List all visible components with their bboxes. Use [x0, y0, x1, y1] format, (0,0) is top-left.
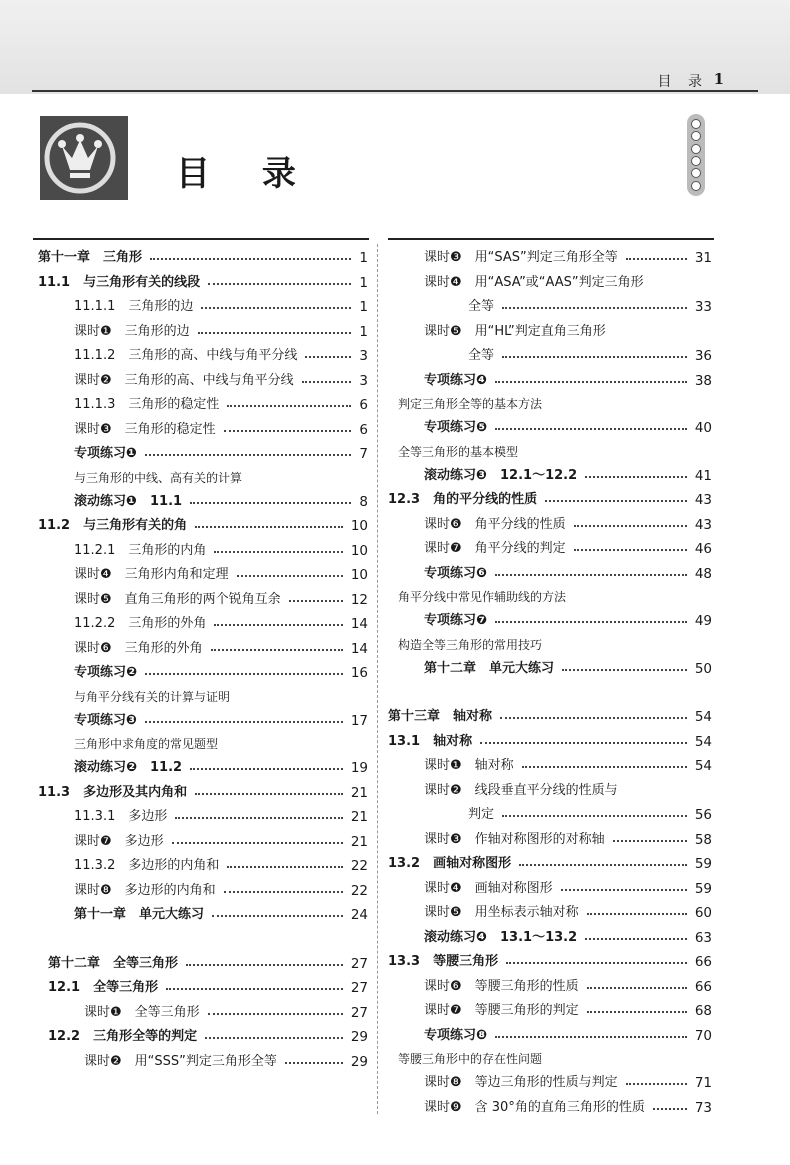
dot-leader [495, 621, 687, 623]
toc-entry [38, 661, 368, 686]
toc-entry-text: 第十一章 三角形 [38, 250, 143, 265]
toc-entry [38, 490, 368, 515]
dot-leader [305, 356, 351, 358]
toc-entry [388, 1096, 712, 1121]
toc-entry-text: 课时❹ 画轴对称图形 [424, 880, 553, 896]
dot-leader [506, 962, 687, 964]
toc-entry-text: 课时❸ 三角形的稳定性 [74, 421, 216, 437]
toc-entry-text: 13.3 等腰三角形 [388, 954, 499, 969]
dot-leader [198, 332, 352, 334]
toc-entry-text: 课时❷ 三角形的高、中线与角平分线 [74, 372, 294, 388]
toc-entry-text: 12.2 三角形全等的判定 [48, 1029, 198, 1044]
toc-page-number: 73 [694, 1099, 712, 1116]
dot-leader [574, 525, 687, 527]
toc-entry-text: 课时❷ 用“SSS”判定三角形全等 [84, 1053, 277, 1069]
dot-leader [585, 938, 687, 940]
toc-entry [38, 271, 368, 296]
toc-page-number: 1 [359, 274, 368, 291]
toc-entry [38, 805, 368, 830]
toc-page-number: 58 [694, 831, 712, 848]
dot-leader [502, 815, 687, 817]
toc-entry-text: 11.3.2 多边形的内角和 [74, 858, 220, 873]
dot-leader [545, 500, 687, 502]
dot-leader [653, 1108, 687, 1110]
dot-leader [172, 842, 343, 844]
toc-entry-text: 13.1 轴对称 [388, 733, 473, 749]
dot-leader [495, 381, 687, 383]
toc-entry-text: 与三角形的中线、高有关的计算 [74, 470, 243, 485]
toc-page-number: 29 [350, 1053, 368, 1070]
toc-left-column [38, 246, 368, 1074]
toc-entry-text: 专项练习❷ [74, 665, 138, 680]
toc-entry-text: 课时❶ 全等三角形 [84, 1004, 200, 1020]
toc-entry-text: 专项练习❼ [424, 613, 488, 628]
toc-entry-text: 滚动练习❷ 11.2 [74, 760, 183, 775]
toc-page-number: 3 [359, 372, 368, 389]
dot-leader [205, 1037, 343, 1039]
side-dot [691, 181, 701, 191]
toc-entry [388, 975, 712, 1000]
toc-page-number: 40 [694, 420, 712, 436]
dot-leader [208, 283, 351, 285]
toc-page-number: 19 [350, 760, 368, 776]
toc-entry-text: 课时❸ 作轴对称图形的对称轴 [424, 831, 605, 847]
toc-entry [388, 950, 712, 975]
toc-entry-text: 课时❸ 用“SAS”判定三角形全等 [424, 250, 618, 265]
toc-entry [388, 513, 712, 538]
toc-page-number: 59 [694, 856, 712, 872]
dot-leader [195, 526, 343, 528]
dot-leader [190, 502, 351, 504]
dot-leader [561, 889, 687, 891]
side-dot [691, 131, 701, 141]
toc-entry-text: 11.1.2 三角形的高、中线与角平分线 [74, 348, 298, 363]
toc-entry-text: 等腰三角形中的存在性问题 [398, 1052, 543, 1066]
toc-entry-text: 11.3 多边形及其内角和 [38, 784, 188, 800]
toc-entry-text: 课时❽ 多边形的内角和 [74, 882, 216, 898]
toc-page-number: 29 [350, 1029, 368, 1045]
dot-leader [587, 913, 687, 915]
dot-leader [150, 258, 351, 260]
toc-page-number: 66 [694, 954, 712, 970]
dot-leader [211, 649, 343, 651]
side-dot [691, 156, 701, 166]
side-dot [691, 119, 701, 129]
toc-entry [38, 781, 368, 806]
toc-entry-text: 角平分线中常见作辅助线的方法 [398, 590, 567, 604]
toc-page-number: 16 [350, 665, 368, 681]
toc-page-number: 50 [694, 660, 712, 677]
toc-entry [38, 563, 368, 588]
dot-leader [626, 258, 687, 260]
toc-page-number: 22 [350, 882, 368, 899]
toc-entry [38, 246, 368, 271]
toc-page-number: 14 [350, 616, 368, 632]
toc-entry [388, 999, 712, 1024]
toc-entry-text: 判定 [468, 807, 495, 822]
toc-entry-text: 12.1 全等三角形 [48, 980, 159, 995]
toc-entry-text: 11.1 与三角形有关的线段 [38, 274, 201, 290]
toc-entry-text: 13.2 画轴对称图形 [388, 856, 512, 871]
toc-subtitle [38, 467, 368, 490]
toc-page-number: 31 [694, 250, 712, 266]
toc-page-number: 54 [694, 709, 712, 725]
dot-leader [613, 840, 687, 842]
toc-entry [38, 756, 368, 781]
toc-entry [388, 295, 712, 320]
toc-entry [388, 852, 712, 877]
toc-entry-text: 第十三章 轴对称 [388, 709, 493, 724]
toc-page-number: 3 [359, 348, 368, 364]
toc-page-number: 70 [694, 1027, 712, 1044]
toc-entry [388, 828, 712, 853]
dot-leader [302, 381, 352, 383]
toc-page-number: 1 [359, 299, 368, 315]
dot-leader [626, 1083, 687, 1085]
toc-entry-text: 课时❼ 多边形 [74, 833, 164, 849]
header-rule [32, 90, 758, 92]
toc-page-number: 21 [350, 784, 368, 801]
toc-entry [388, 901, 712, 926]
toc-entry-text: 三角形中求角度的常见题型 [74, 737, 219, 751]
toc-entry [388, 271, 712, 296]
toc-page-number: 27 [350, 1004, 368, 1021]
toc-entry [38, 369, 368, 394]
toc-entry-text: 判定三角形全等的基本方法 [398, 397, 543, 411]
toc-entry-text: 11.2 与三角形有关的角 [38, 518, 188, 533]
toc-page-number: 43 [694, 516, 712, 533]
toc-entry-text: 课时❺ 直角三角形的两个锐角互余 [74, 591, 281, 607]
toc-page-number: 49 [694, 613, 712, 629]
toc-page-number: 17 [350, 712, 368, 729]
toc-entry [38, 952, 368, 977]
toc-entry [388, 320, 712, 345]
toc-entry [388, 464, 712, 489]
dot-leader [212, 915, 343, 917]
toc-entry-text: 课时❺ 用“HL”判定直角三角形 [424, 323, 606, 339]
dot-leader [495, 574, 687, 576]
toc-entry-text: 课时❻ 等腰三角形的性质 [424, 978, 579, 994]
toc-entry [38, 1025, 368, 1050]
toc-entry-text: 12.3 角的平分线的性质 [388, 492, 538, 507]
toc-entry-text: 课时❾ 含 30°角的直角三角形的性质 [424, 1099, 645, 1115]
toc-entry [38, 1050, 368, 1075]
dot-leader [587, 987, 687, 989]
toc-entry-text: 课时❽ 等边三角形的性质与判定 [424, 1075, 618, 1090]
toc-page-number: 60 [694, 905, 712, 921]
dot-leader [145, 673, 343, 675]
toc-entry-text: 课时❼ 角平分线的判定 [424, 541, 566, 556]
toc-entry-text: 滚动练习❶ 11.1 [74, 493, 183, 509]
toc-entry [38, 539, 368, 564]
toc-page-number: 36 [694, 348, 712, 364]
toc-entry-text: 课时❻ 角平分线的性质 [424, 516, 566, 532]
toc-entry [388, 416, 712, 441]
toc-entry [38, 344, 368, 369]
toc-entry [388, 877, 712, 902]
toc-entry-text: 课时❻ 三角形的外角 [74, 640, 203, 656]
toc-page-number: 66 [694, 978, 712, 995]
toc-page-number: 59 [694, 880, 712, 897]
toc-page-number: 24 [350, 907, 368, 923]
toc-entry [388, 344, 712, 369]
toc-page-number: 68 [694, 1003, 712, 1019]
toc-entry-text: 课时❹ 用“ASA”或“AAS”判定三角形 [424, 274, 644, 290]
side-tab-strip [687, 114, 705, 196]
toc-entry-text: 全等 [468, 348, 495, 363]
toc-entry [38, 976, 368, 1001]
toc-entry [38, 588, 368, 613]
toc-subtitle [388, 586, 712, 609]
toc-entry-text: 专项练习❽ [424, 1027, 488, 1043]
dot-leader [190, 768, 343, 770]
crown-logo-icon [40, 116, 128, 200]
toc-entry [388, 369, 712, 394]
toc-entry-text: 课时❼ 等腰三角形的判定 [424, 1003, 579, 1018]
dot-leader [574, 549, 687, 551]
toc-page-number: 21 [350, 809, 368, 825]
toc-subtitle [388, 1048, 712, 1071]
toc-entry-text: 全等三角形的基本模型 [398, 444, 519, 459]
toc-page-number: 6 [359, 421, 368, 438]
toc-page-number: 41 [694, 467, 712, 484]
toc-page-number: 27 [350, 980, 368, 996]
toc-entry-text: 构造全等三角形的常用技巧 [398, 637, 543, 652]
dot-leader [495, 1036, 687, 1038]
page-title: 目 录 [176, 154, 316, 194]
toc-entry-text: 课时❹ 三角形内角和定理 [74, 567, 229, 582]
left-column-rule [33, 238, 369, 240]
toc-entry [38, 879, 368, 904]
toc-entry [38, 854, 368, 879]
right-column-rule [388, 238, 714, 240]
dot-leader [285, 1062, 343, 1064]
toc-page-number: 46 [694, 541, 712, 557]
toc-page-number: 38 [694, 372, 712, 389]
dot-leader [175, 817, 342, 819]
dot-leader [186, 964, 343, 966]
toc-entry [38, 637, 368, 662]
toc-entry-text: 第十二章 单元大练习 [424, 660, 555, 676]
toc-entry [38, 320, 368, 345]
toc-page-number: 21 [350, 833, 368, 850]
toc-gap [38, 928, 368, 952]
toc-page-number: 10 [350, 518, 368, 534]
dot-leader [227, 405, 351, 407]
toc-right-column [388, 246, 712, 1120]
toc-page-number: 43 [694, 492, 712, 508]
toc-entry [388, 779, 712, 804]
toc-entry-text: 11.2.1 三角形的内角 [74, 542, 207, 558]
dot-leader [201, 307, 351, 309]
toc-entry [38, 418, 368, 443]
dot-leader [166, 988, 343, 990]
toc-entry-text: 专项练习❻ [424, 565, 488, 581]
toc-page-number: 10 [350, 542, 368, 559]
toc-entry-text: 11.3.1 多边形 [74, 809, 168, 824]
dot-leader [495, 428, 687, 430]
toc-page-number: 54 [694, 733, 712, 750]
toc-entry-text: 滚动练习❹ 13.1～13.2 [424, 929, 578, 945]
toc-entry-text: 全等 [468, 299, 495, 314]
toc-page-number: 27 [350, 955, 368, 972]
toc-entry [388, 537, 712, 562]
toc-subtitle [38, 686, 368, 709]
toc-entry [388, 1024, 712, 1049]
toc-entry [388, 1071, 712, 1096]
dot-leader [208, 1013, 343, 1015]
toc-entry [388, 730, 712, 755]
dot-leader [237, 575, 343, 577]
toc-page-number: 48 [694, 565, 712, 582]
toc-subtitle [388, 393, 712, 416]
toc-entry [388, 609, 712, 634]
toc-entry-text: 与角平分线有关的计算与证明 [74, 689, 231, 704]
toc-page-number: 10 [350, 567, 368, 583]
toc-entry-text: 课时❶ 轴对称 [424, 758, 514, 773]
toc-entry [38, 709, 368, 734]
toc-entry [388, 926, 712, 951]
running-header: 目 录 [657, 74, 708, 90]
dot-leader [289, 600, 343, 602]
dot-leader [502, 356, 687, 358]
toc-page-number: 22 [350, 858, 368, 874]
toc-page-number: 14 [350, 640, 368, 657]
toc-entry [38, 442, 368, 467]
dot-leader [214, 624, 342, 626]
toc-page-number: 7 [359, 446, 368, 462]
toc-entry [388, 488, 712, 513]
toc-entry-text: 第十一章 单元大练习 [74, 907, 205, 922]
dot-leader [587, 1011, 687, 1013]
toc-entry-text: 专项练习❶ [74, 446, 138, 461]
side-dot [691, 144, 701, 154]
dot-leader [214, 551, 342, 553]
toc-entry-text: 课时❶ 三角形的边 [74, 323, 190, 339]
dot-leader [500, 717, 687, 719]
page-number: 1 [713, 70, 724, 88]
dot-leader [502, 307, 687, 309]
toc-page-number: 1 [359, 250, 368, 266]
toc-subtitle [388, 634, 712, 657]
toc-page-number: 56 [694, 807, 712, 823]
toc-entry [38, 612, 368, 637]
toc-entry [38, 903, 368, 928]
toc-entry [38, 393, 368, 418]
toc-entry-text: 专项练习❺ [424, 420, 488, 435]
toc-entry [388, 657, 712, 682]
toc-entry [388, 705, 712, 730]
dot-leader [195, 793, 343, 795]
toc-entry-text: 滚动练习❸ 12.1～12.2 [424, 467, 578, 483]
dot-leader [227, 866, 342, 868]
side-dot [691, 168, 701, 178]
dot-leader [519, 864, 687, 866]
toc-page-number: 12 [350, 591, 368, 608]
toc-page-number: 63 [694, 929, 712, 946]
toc-entry [38, 1001, 368, 1026]
toc-entry-text: 第十二章 全等三角形 [48, 955, 179, 971]
dot-leader [145, 454, 351, 456]
toc-page-number: 1 [359, 323, 368, 340]
dot-leader [145, 721, 343, 723]
toc-entry [38, 514, 368, 539]
toc-entry-text: 专项练习❸ [74, 712, 138, 728]
toc-entry-text: 专项练习❹ [424, 372, 488, 388]
toc-entry-text: 课时❷ 线段垂直平分线的性质与 [424, 782, 618, 798]
toc-page-number: 8 [359, 493, 368, 510]
toc-entry [388, 246, 712, 271]
column-divider [377, 244, 378, 1114]
toc-entry [388, 803, 712, 828]
toc-entry-text: 11.2.2 三角形的外角 [74, 616, 207, 631]
toc-entry [388, 562, 712, 587]
toc-subtitle [38, 733, 368, 756]
toc-gap [388, 681, 712, 705]
toc-page-number: 6 [359, 397, 368, 413]
dot-leader [562, 669, 687, 671]
toc-page-number: 33 [694, 299, 712, 315]
dot-leader [224, 891, 343, 893]
toc-entry [38, 830, 368, 855]
dot-leader [224, 430, 352, 432]
toc-entry-text: 11.1.1 三角形的边 [74, 299, 194, 314]
dot-leader [585, 476, 687, 478]
toc-entry [388, 754, 712, 779]
dot-leader [480, 742, 687, 744]
toc-entry [38, 295, 368, 320]
toc-subtitle [388, 441, 712, 464]
dot-leader [522, 766, 687, 768]
toc-page-number: 71 [694, 1075, 712, 1091]
toc-entry-text: 11.1.3 三角形的稳定性 [74, 397, 220, 412]
toc-page-number: 54 [694, 758, 712, 774]
toc-entry-text: 课时❺ 用坐标表示轴对称 [424, 905, 579, 920]
